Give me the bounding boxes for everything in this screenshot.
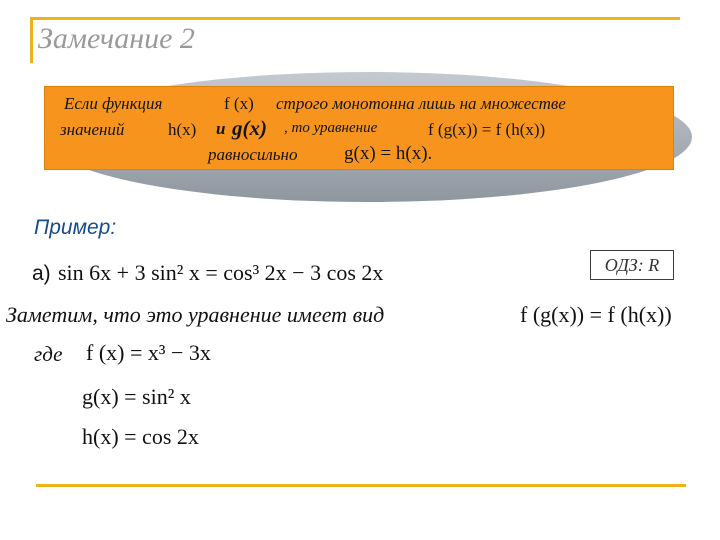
box-line1-rest: строго монотонна лишь на множестве [276, 94, 566, 113]
box-fx: f (x) [224, 94, 254, 113]
box-gx: g(x) [232, 116, 267, 140]
g-definition: g(x) = sin² x [82, 384, 191, 409]
part-a-label: а) [32, 262, 51, 285]
box-equiv: равносильно [208, 145, 298, 164]
odz-box: ОДЗ: R [590, 250, 674, 280]
note-equation: f (g(x)) = f (h(x)) [520, 302, 672, 327]
box-hx: h(x) [168, 120, 197, 139]
where-label: где [34, 342, 63, 366]
h-definition: h(x) = cos 2x [82, 424, 199, 449]
box-values: значений [60, 120, 125, 139]
box-eq2: g(x) = h(x). [344, 143, 433, 164]
f-definition: f (x) = x³ − 3x [86, 340, 211, 365]
slide-title: Замечание 2 [38, 22, 195, 55]
box-then: , то уравнение [284, 120, 378, 136]
box-line1-start: Если функция [64, 94, 163, 113]
box-eq1: f (g(x)) = f (h(x)) [428, 120, 546, 139]
bottom-accent-line [36, 484, 686, 487]
note-text: Заметим, что это уравнение имеет вид [6, 302, 385, 327]
box-and: и [216, 119, 226, 138]
example-label: Пример: [34, 216, 117, 239]
left-accent-line [30, 17, 33, 63]
equation-a: sin 6x + 3 sin² x = cos³ 2x − 3 cos 2x [58, 260, 384, 285]
top-accent-line [30, 17, 680, 20]
